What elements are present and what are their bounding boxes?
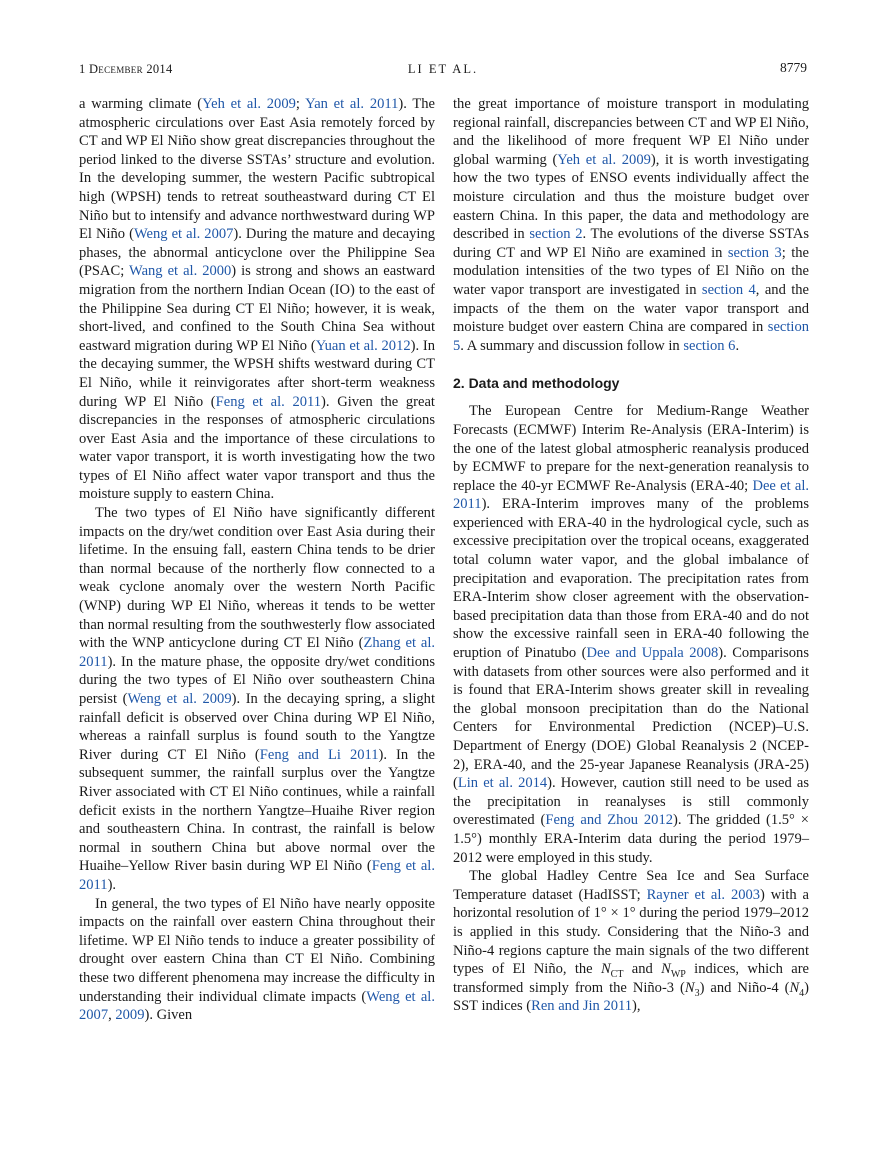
- citation-link[interactable]: Yan et al. 2011: [305, 96, 399, 112]
- citation-link[interactable]: Feng et al. 2011: [215, 393, 322, 410]
- citation-link[interactable]: Weng et al. 2009: [127, 691, 232, 707]
- running-authors: LI ET AL.: [407, 62, 479, 76]
- paragraph: The European Centre for Medium-Range Weather Forecasts (ECMWF) Interim Re-Analysis (ERA-Interim) is the one of the latest global atmospheric reanalysis produced by ECMWF to prepare for the next-generation reanalysis to replace the 40-yr ECMWF Re-Analysis (ERA-40; Dee et al. 2011). ERA-Interim improves many of the problems experienced with ERA-40 in the hydrological cycle, such as excessive precipitation over the tropical oceans, exaggerated total column water vapor, and the global imbalance of precipitation and evaporation. The precipitation rates from ERA-Interim show closer agreement with the observation-based precipitation data than those from ERA-40 and do not show the excessive rainfall seen in ERA-40 following the eruption of Pinatubo (Dee and Uppala 2008). Comparisons with datasets from other sources were also performed and it is found that ERA-Interim shows greater skill in revealing the global monsoon precipitation than do the National Centers for Environmental Prediction (NCEP)–U.S. Department of Energy (DOE) Global Reanalysis 2 (NCEP-2), ERA-40, and the 25-year Japanese Reanalysis (JRA-25) (Lin et al. 2014). However, caution still need to be used as the precipitation in reanalyses is still commonly overestimated (Feng and Zhou 2012). The gridded (1.5° × 1.5°) monthly ERA-Interim data during the period 1979–2012 were employed in this study.: [453, 403, 810, 866]
- citation-link[interactable]: Feng and Zhou 2012: [545, 812, 674, 829]
- index-subscript: WP: [670, 969, 686, 981]
- index-symbol: N: [600, 961, 611, 978]
- index-symbol: N: [789, 979, 800, 996]
- citation-link[interactable]: Weng et al. 2007: [133, 226, 234, 243]
- citation-link[interactable]: Dee and Uppala 2008: [586, 645, 719, 662]
- citation-link[interactable]: Dee et al. 2011: [453, 477, 810, 513]
- citation-link[interactable]: Zhang et al. 2011: [79, 635, 435, 670]
- paragraph: In general, the two types of El Niño have nearly opposite impacts on the rainfall over eastern China throughout their lifetime. WP El Niño tends to induce a greater possibility of drought over eastern China than CT El Niño. Combining these two different phenomena may increase the difficulty in understanding their individual climate impacts (Weng et al. 2007, 2009). Given: [79, 895, 435, 1024]
- section-heading: 2. Data and methodology: [453, 375, 620, 392]
- citation-link[interactable]: 2009: [115, 1007, 145, 1024]
- section-link[interactable]: section 5: [453, 319, 809, 354]
- right-column: [453, 95, 809, 1016]
- citation-link[interactable]: Yuan et al. 2012: [315, 337, 411, 354]
- index-subscript: 3: [694, 987, 700, 999]
- paragraph: the great importance of moisture transport in modulating regional rainfall, discrepancies between CT and WP El Niño, and the likelihood of more frequent WP El Niño under global warming (Yeh et al. 2009), it is worth investigating how the two types of ENSO events individually affect the moisture circulation and thus the moisture budget over eastern China. In this paper, the data and methodology are described in section 2. The evolutions of the diverse SSTAs during CT and WP El Niño are examined in section 3; the modulation intensities of the two types of El Niño on the water vapor transport are investigated in section 4, and the impacts of the them on the water vapor transport and moisture budget over eastern China are compared in section 5. A summary and discussion follow in section 6.: [453, 96, 810, 354]
- citation-link[interactable]: Feng and Li 2011: [259, 746, 379, 763]
- section-link[interactable]: section 2: [529, 226, 583, 243]
- citation-link[interactable]: Weng et al. 2007: [79, 988, 435, 1024]
- citation-link[interactable]: Ren and Jin 2011: [531, 998, 633, 1015]
- section-link[interactable]: section 4: [701, 281, 756, 298]
- section-link[interactable]: section 3: [727, 244, 782, 261]
- index-subscript: CT: [610, 969, 624, 981]
- page-number: 8779: [780, 60, 807, 75]
- section-link[interactable]: section 6: [683, 337, 736, 354]
- paragraph: The two types of El Niño have significantly different impacts on the dry/wet condition over East Asia during their lifetime. In the ensuing fall, eastern China tends to be drier than normal because of the northerly flow connected to a weak cyclone anomaly over the western North Pacific (WNP) during WP El Niño, whereas it tends to be wetter than normal resulting from the southwesterly flow associated with the WNP anticyclone during CT El Niño (Zhang et al. 2011). In the mature phase, the opposite dry/wet conditions during the two types of El Niño over southeastern China persist (Weng et al. 2009). In the decaying spring, a slight rainfall deficit is observed over China during WP El Niño, whereas a rainfall surplus is found south to the Yangtze River during CT El Niño (Feng and Li 2011). In the subsequent summer, the rainfall surplus over the Yangtze River associated with CT El Niño continues, while a rainfall deficit exists in the northern Yangtze–Huaihe River region and southeastern China. In contrast, the rainfall is below normal in southern China but above normal over the Huaihe–Yellow River basin during WP El Niño (Feng et al. 2011).: [79, 505, 435, 893]
- left-column: [79, 95, 435, 1025]
- citation-link[interactable]: Yeh et al. 2009: [202, 96, 296, 112]
- citation-link[interactable]: Rayner et al. 2003: [646, 886, 761, 903]
- citation-link[interactable]: Wang et al. 2000: [129, 263, 232, 280]
- citation-link[interactable]: Lin et al. 2014: [457, 775, 548, 792]
- issue-date: 1 December 2014: [79, 62, 173, 76]
- paragraph: The global Hadley Centre Sea Ice and Sea Surface Temperature dataset (HadISST; Rayner et al. 2003) with a horizontal resolution of 1° × 1° during the period 1979–2012 is applied in this study. Considering that the Niño-3 and Niño-4 regions capture the main signals of the two different types of El Niño, the $N_{CT}$ and $N_{WP}$ indices, which are transformed simply from the Niño-3 $(N_3)$ and Niño-4 $(N_4)$ SST indices (Ren and Jin 2011),: [453, 868, 810, 1015]
- citation-link[interactable]: Yeh et al. 2009: [557, 151, 651, 168]
- running-header: [79, 60, 807, 80]
- index-symbol: N: [661, 961, 671, 978]
- index-subscript: 4: [799, 987, 805, 999]
- index-symbol: N: [684, 979, 695, 996]
- paragraph: a warming climate (Yeh et al. 2009; Yan et al. 2011). The atmospheric circulations over East Asia remotely forced by CT and WP El Niño show great discrepancies throughout the period linked to the diverse SSTAs’ structure and evolution. In the developing summer, the western Pacific subtropical high (WPSH) tends to retreat southeastward during CT El Niño but to intensify and advance northwestward during WP El Niño (Weng et al. 2007). During the mature and decaying phases, the abnormal anticyclone over the Philippine Sea (PSAC; Wang et al. 2000) is strong and shows an eastward migration from the northern Indian Ocean (IO) to the east of the Philippine Sea during CT El Niño; however, it is weak, short-lived, and confined to the South China Sea without eastward migration during WP El Niño (Yuan et al. 2012). In the decaying summer, the WPSH shifts westward during CT El Niño, while it reinvigorates after short-term weakness during WP El Niño (Feng et al. 2011). Given the great discrepancies in the responses of atmospheric circulations over East Asia and the importance of these circulations to water vapor transport, it is worth investigating how the two types of El Niño affect water vapor transport and thus the moisture supply to eastern China.: [79, 96, 435, 503]
- citation-link[interactable]: Feng et al. 2011: [79, 858, 435, 893]
